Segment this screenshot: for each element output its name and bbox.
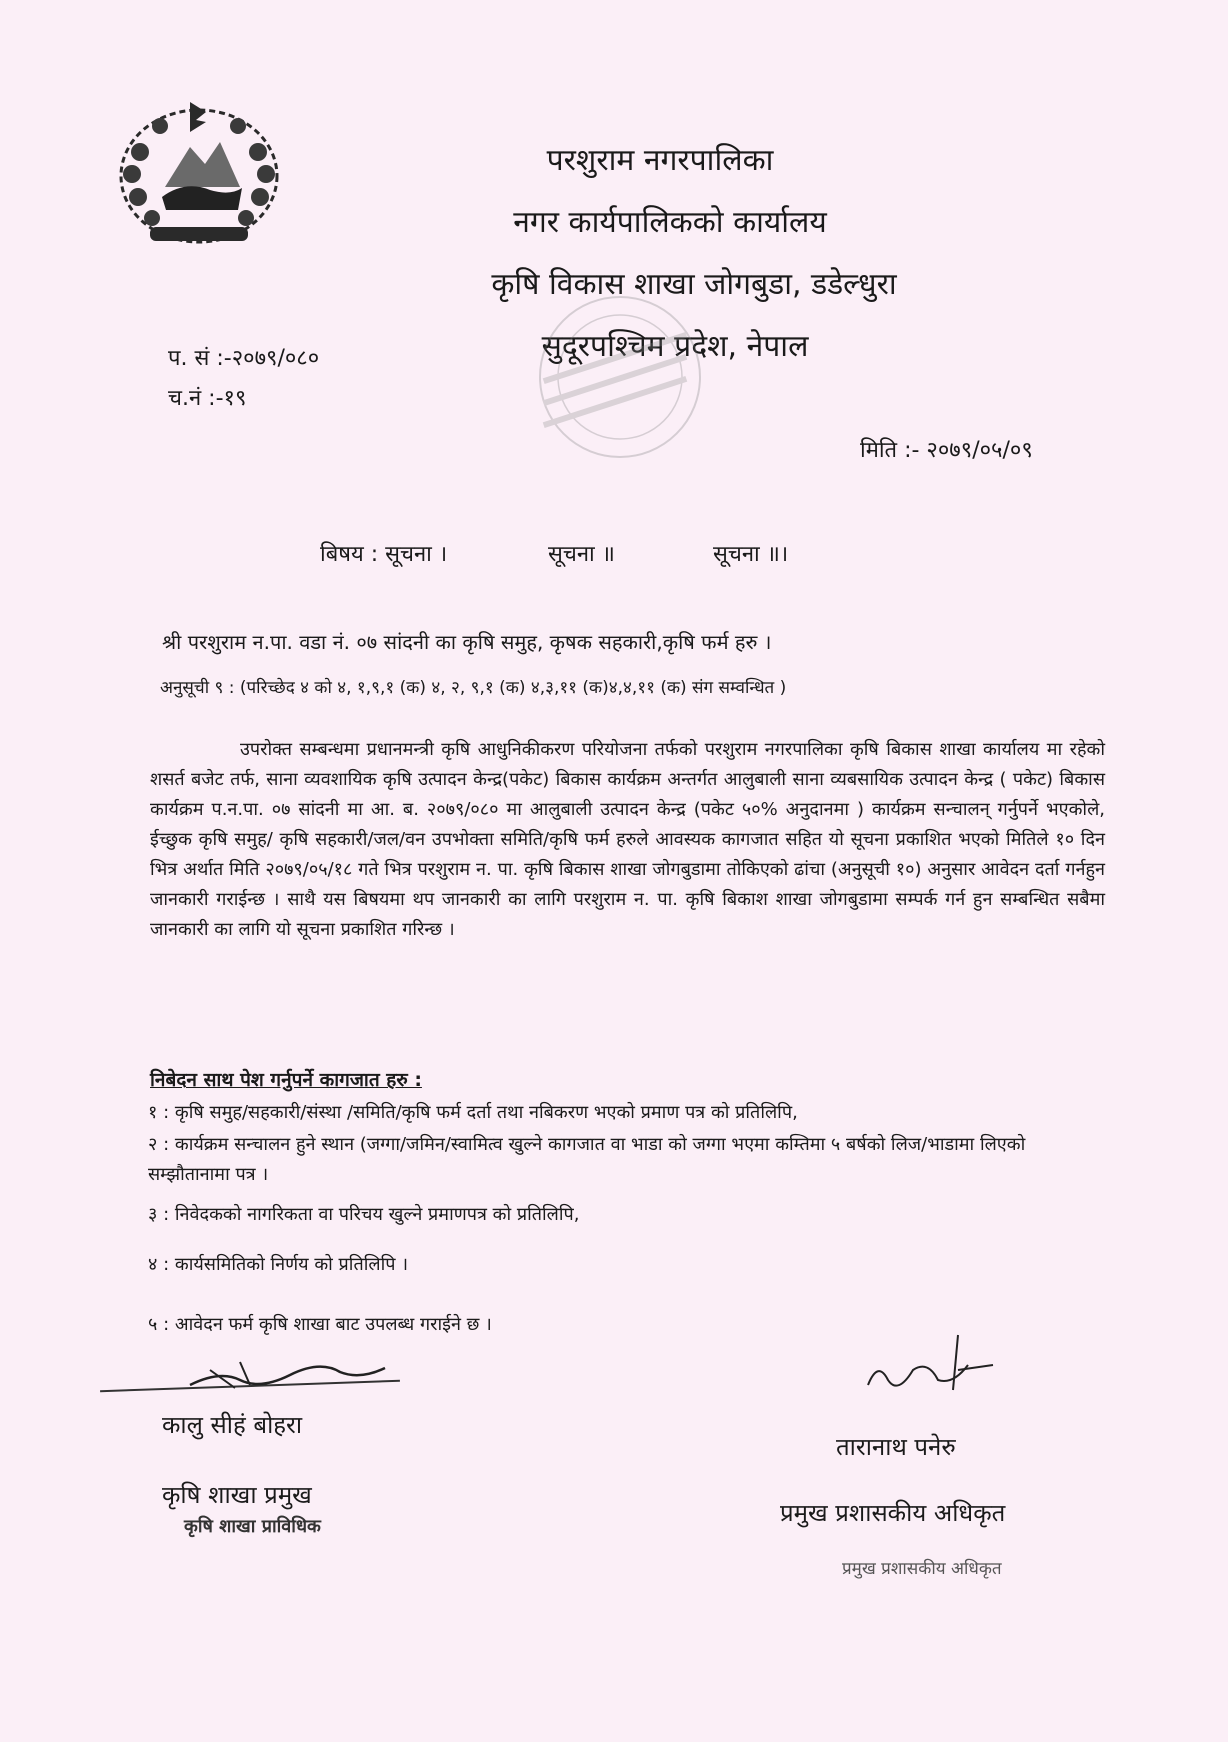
document-item: ४ : कार्यसमितिको निर्णय को प्रतिलिपि । (148, 1254, 409, 1275)
subject-notice-2: सूचना ॥ (548, 542, 615, 567)
document-item: ३ : निवेदकको नागरिकता वा परिचय खुल्ने प्रमाणपत्र को प्रतिलिपि, (148, 1204, 580, 1225)
document-item: २ : कार्यक्रम सन्चालन हुने स्थान (जग्गा/जमिन/स्वामित्व खुल्ने कागजात वा भाडा को जग्गा भएमा कम्तिमा ५ बर्षको लिज/भाडामा लिएको सम्झौतानामा पत्र । (148, 1134, 1026, 1185)
subject-label: बिषय : सूचना । (320, 542, 448, 567)
section-name: कृषि विकास शाखा जोगबुडा, डडेल्धुरा (491, 267, 897, 302)
right-signatory-name: तारानाथ पनेरु (836, 1433, 956, 1461)
letter-reference-number: प. सं :-२०७९/०८० (168, 346, 320, 371)
office-seal-stamp (500, 285, 730, 470)
document-item: ५ : आवेदन फर्म कृषि शाखा बाट उपलब्ध गराईने छ । (148, 1314, 492, 1335)
notice-body-text: उपरोक्त सम्बन्धमा प्रधानमन्त्री कृषि आधुनिकीकरण परियोजना तर्फको परशुराम नगरपालिका कृषि बिकास शाखा कार्यालय मा रहेको शसर्त बजेट तर्फ, साना व्यवशायिक कृषि उत्पादन केन्द्र(पकेट) बिकास कार्यक्रम अन्तर्गत आलुबाली साना व्यबसायिक उत्पादन केन्द्र ( पकेट) बिकास कार्यक्रम प.न.पा. ०७ सांदनी मा आ. ब. २०७९/०८० मा आलुबाली उत्पादन केन्द्र (पकेट ५०% अनुदानमा ) कार्यक्रम सन्चालन् गर्नुपर्ने भएकोले, ईच्छुक कृषि समुह/ कृषि सहकारी/जल/वन उपभोक्ता समिति/कृषि फर्म हरुले आवस्यक कागजात सहित यो सूचना प्रकाशित भएको मितिले १० दिन भित्र अर्थात मिति २०७९/०५/१८ गते भित्र परशुराम न. पा. कृषि बिकास शाखा जोगबुडामा तोकिएको ढांचा (अनुसूची १०) अनुसार आवेदन दर्ता गर्नहुन जानकारी गराईन्छ । साथै यस बिषयमा थप जानकारी का लागि परशुराम न. पा. कृषि बिकाश शाखा जोगबुडामा सम्पर्क गर्न हुन सम्बन्धित सबैमा जानकारी का लागि यो सूचना प्रकाशित गरिन्छ । (150, 739, 1105, 940)
right-signatory-stamp: प्रमुख प्रशासकीय अधिकृत (842, 1559, 1002, 1579)
left-signatory-stamp: कृषि शाखा प्राविधिक (184, 1516, 321, 1537)
left-signatory-name: कालु सीहं बोहरा (162, 1411, 303, 1439)
right-signatory-title: प्रमुख प्रशासकीय अधिकृत (780, 1499, 1006, 1527)
letter-date: मिति :- २०७९/०५/०९ (860, 438, 1033, 463)
required-documents-heading: निबेदन साथ पेश गर्नुपर्ने कागजात हरु : (150, 1069, 422, 1091)
province-name: सुदूरपश्चिम प्रदेश, नेपाल (541, 329, 809, 364)
notice-body-paragraph (150, 735, 1105, 945)
dispatch-number: च.नं :-१९ (168, 386, 247, 411)
subject-notice-3: सूचना ॥। (713, 542, 789, 567)
left-signatory-title: कृषि शाखा प्रमुख (162, 1481, 312, 1509)
annex-reference: अनुसूची ९ : (परिच्छेद ४ को ४, १,९,१ (क) ४, २, ९,१ (क) ४,३,११ (क)४,४,११ (क) संग सम्वन्धित ) (160, 678, 787, 698)
municipality-name: परशुराम नगरपालिका (546, 143, 774, 178)
nepal-emblem-logo (110, 92, 288, 250)
office-name: नगर कार्यपालिकको कार्यालय (513, 205, 827, 240)
document-item: १ : कृषि समुह/सहकारी/संस्था /समिति/कृषि फर्म दर्ता तथा नबिकरण भएको प्रमाण पत्र को प्रतिलिपि, (148, 1102, 798, 1123)
right-signature (858, 1330, 1008, 1400)
addressee-line: श्री परशुराम न.पा. वडा नं. ०७ सांदनी का कृषि समुह, कृषक सहकारी,कृषि फर्म हरु । (162, 630, 772, 654)
left-signature (180, 1350, 400, 1395)
